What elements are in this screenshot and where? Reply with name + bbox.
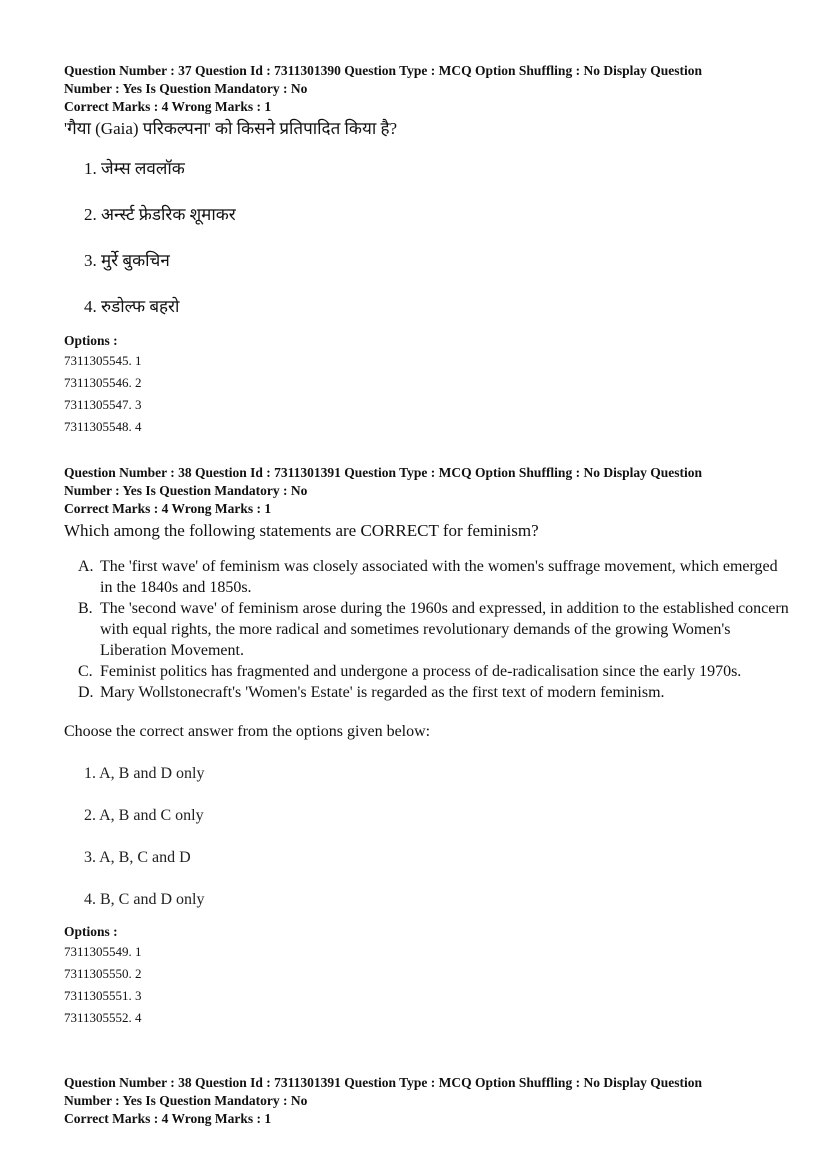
statement-text: The 'first wave' of feminism was closely associated with the women's suffrage movement, which emerged in the 1840s and 1850s. [100, 558, 778, 596]
choice-item: 4. B, C and D only [84, 891, 205, 908]
question-37-block [64, 62, 794, 438]
question-header-cont: Number : Yes Is Question Mandatory : No [64, 483, 308, 498]
choice-item: 1. जेम्स लवलॉक [84, 159, 185, 178]
option-id: 7311305546. 2 [64, 375, 142, 390]
options-label: Options : [64, 924, 118, 939]
question-text: Which among the following statements are CORRECT for feminism? [64, 521, 539, 540]
question-header: Question Number : 37 Question Id : 7311301390 Question Type : MCQ Option Shuffling : No Display Question [64, 63, 702, 78]
choice-item: 2. A, B and C only [84, 807, 204, 824]
option-id: 7311305549. 1 [64, 944, 142, 959]
choice-list [64, 146, 794, 330]
choice-item: 4. रुडोल्फ बहरो [84, 297, 180, 316]
option-id: 7311305550. 2 [64, 966, 142, 981]
statement-letter: B. [78, 600, 93, 617]
statement-item [78, 661, 790, 682]
choice-list [64, 753, 794, 921]
question-header-cont: Number : Yes Is Question Mandatory : No [64, 81, 308, 96]
question-header-cont: Number : Yes Is Question Mandatory : No [64, 1093, 308, 1108]
option-id: 7311305552. 4 [64, 1010, 142, 1025]
choice-item: 3. मुर्रे बुकचिन [84, 251, 170, 270]
choice-item: 2. अर्न्स्ट फ्रेडरिक शूमाकर [84, 205, 236, 224]
option-id: 7311305551. 3 [64, 988, 142, 1003]
marks-line: Correct Marks : 4 Wrong Marks : 1 [64, 99, 272, 114]
option-id: 7311305548. 4 [64, 419, 142, 434]
statement-item [78, 598, 790, 661]
question-38-block [64, 464, 794, 1029]
marks-line: Correct Marks : 4 Wrong Marks : 1 [64, 501, 272, 516]
statement-letter: D. [78, 684, 94, 701]
option-id: 7311305547. 3 [64, 397, 142, 412]
statement-text: Feminist politics has fragmented and undergone a process of de-radicalisation since the early 1970s. [100, 663, 742, 680]
option-id: 7311305545. 1 [64, 353, 142, 368]
statement-text: Mary Wollstonecraft's 'Women's Estate' is regarded as the first text of modern feminism. [100, 684, 665, 701]
question-next-block [64, 1074, 794, 1128]
options-label: Options : [64, 333, 118, 348]
choice-item: 1. A, B and D only [84, 765, 205, 782]
statement-item [78, 556, 790, 598]
instruction-text: Choose the correct answer from the options given below: [64, 723, 431, 740]
statement-letter: A. [78, 558, 94, 575]
statement-text: The 'second wave' of feminism arose during the 1960s and expressed, in addition to the established concern with equal rights, the more radical and sometimes revolutionary demands of the growing Women's Liberation Movement. [100, 600, 789, 659]
question-header: Question Number : 38 Question Id : 7311301391 Question Type : MCQ Option Shuffling : No Display Question [64, 465, 702, 480]
marks-line: Correct Marks : 4 Wrong Marks : 1 [64, 1111, 272, 1126]
statement-list [64, 556, 794, 703]
statement-item [78, 682, 790, 703]
question-text: 'गैया (Gaia) परिकल्पना' को किसने प्रतिपादित किया है? [64, 119, 398, 138]
statement-letter: C. [78, 663, 93, 680]
question-header: Question Number : 38 Question Id : 7311301391 Question Type : MCQ Option Shuffling : No Display Question [64, 1075, 702, 1090]
choice-item: 3. A, B, C and D [84, 849, 191, 866]
